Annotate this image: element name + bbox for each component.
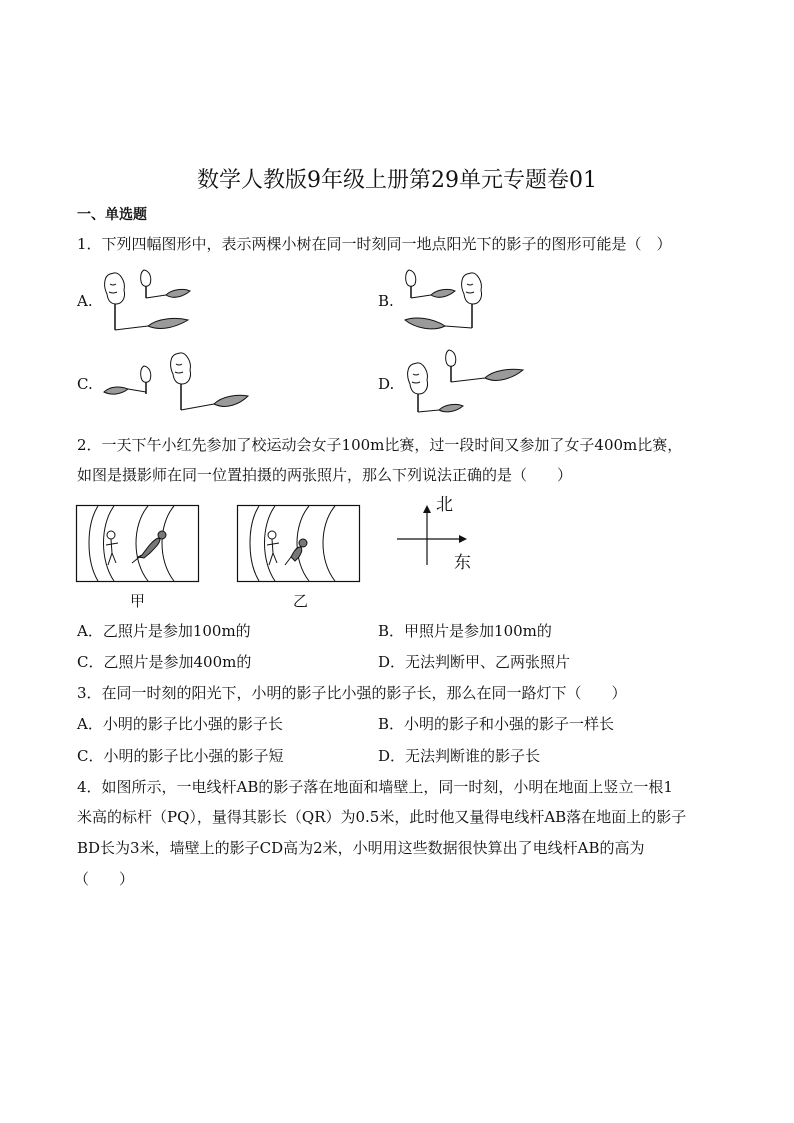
q1-option-a-label: A. <box>77 292 93 310</box>
shadow-icon <box>418 369 523 412</box>
small-tree-icon <box>406 270 416 298</box>
q2-stem-line1: 2．一天下午小红先参加了校运动会女子100m比赛，过一段时间又参加了女子400m比赛， <box>77 436 683 454</box>
q2-option-c: C．乙照片是参加400m的 <box>77 653 252 671</box>
small-tree-icon <box>141 270 151 298</box>
shadow-icon <box>115 289 190 330</box>
large-tree-icon <box>171 353 191 410</box>
small-tree-icon <box>446 350 456 382</box>
north-label: 北 <box>436 495 453 515</box>
q1-option-b-figure <box>403 268 503 338</box>
q4-stem-line1: 4．如图所示，一电线杆AB的影子落在地面和墙壁上，同一时刻，小明在地面上竖立一根1 <box>77 778 673 796</box>
q1-option-c-figure <box>100 352 250 412</box>
q2-option-b: B．甲照片是参加100m的 <box>378 622 552 640</box>
shadow-icon <box>181 395 248 410</box>
large-tree-icon <box>105 273 125 330</box>
page-title: 数学人教版9年级上册第29单元专题卷01 <box>197 168 597 193</box>
q2-option-a: A．乙照片是参加100m的 <box>77 622 251 640</box>
q1-option-c-label: C. <box>77 375 93 393</box>
q4-stem-line4: （ ） <box>74 870 135 888</box>
shadow-icon <box>104 387 146 394</box>
q3-option-c: C．小明的影子比小强的影子短 <box>77 747 284 765</box>
q3-option-b: B．小明的影子和小强的影子一样长 <box>378 715 615 733</box>
east-label: 东 <box>454 553 471 573</box>
q1-option-a-figure <box>100 268 200 338</box>
q2-photo-yi <box>237 505 361 583</box>
shadow-icon <box>405 289 472 329</box>
q3-stem: 3．在同一时刻的阳光下，小明的影子比小强的影子长，那么在同一路灯下（ ） <box>77 684 627 702</box>
q3-option-a: A．小明的影子比小强的影子长 <box>77 715 283 733</box>
q4-stem-line2: 米高的标杆（PQ），量得其影长（QR）为0.5米，此时他又量得电线杆AB落在地面上的影子 <box>77 808 687 826</box>
q2-stem-line2: 如图是摄影师在同一位置拍摄的两张照片，那么下列说法正确的是（ ） <box>77 466 573 484</box>
q1-stem: 1．下列四幅图形中，表示两棵小树在同一时刻同一地点阳光下的影子的图形可能是（ ） <box>77 235 672 253</box>
photo-jia-label: 甲 <box>130 592 146 610</box>
photo-yi-label: 乙 <box>293 592 309 610</box>
large-tree-icon <box>462 273 482 328</box>
q2-option-d: D．无法判断甲、乙两张照片 <box>378 653 571 671</box>
q1-option-d-label: D. <box>378 375 395 393</box>
q1-option-b-label: B. <box>378 292 394 310</box>
small-tree-icon <box>141 366 151 394</box>
q2-photo-jia <box>76 505 200 583</box>
q3-option-d: D．无法判断谁的影子长 <box>378 747 541 765</box>
q4-stem-line3: BD长为3米，墙壁上的影子CD高为2米，小明用这些数据很快算出了电线杆AB的高为 <box>77 839 645 857</box>
large-tree-icon <box>408 363 428 412</box>
section-heading: 一、单选题 <box>77 207 147 223</box>
q1-option-d-figure <box>403 348 533 418</box>
